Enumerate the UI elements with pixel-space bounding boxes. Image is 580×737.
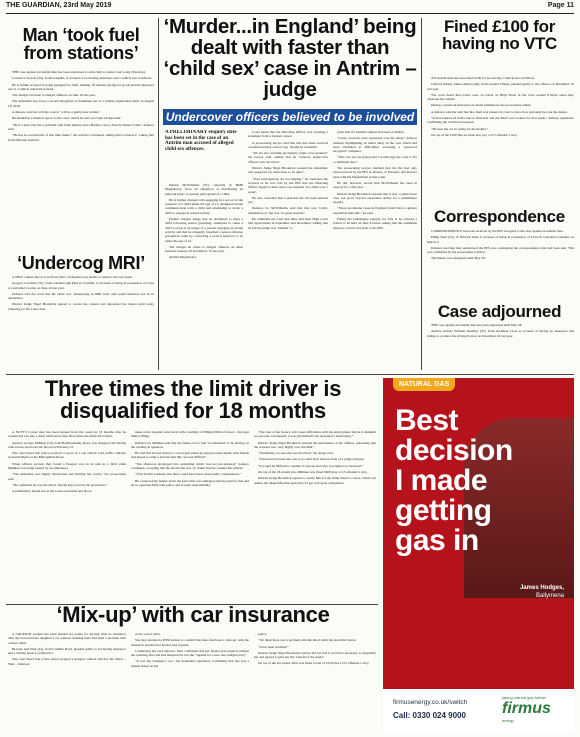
story-6-para: THE case against an Antrim man has been adjourned until May 28.: [431, 323, 523, 327]
story-8-col3: [254, 632, 376, 732]
firmus-logo-tagline: taking natural gas further: [502, 695, 547, 700]
ad-tag: NATURAL GAS: [393, 378, 455, 391]
story-3-lede: A PRELIMINARY enquiry date has been set in the case of an Antrim man accused of alleged child sex offences.: [165, 130, 237, 152]
story-7-para: “The afternoon developed into something which was not pre-planned,” defence continued, accepting that the electrician was ‘so drunk’ that he crashed the vehicle.: [131, 461, 249, 471]
story-8-headline: ‘Mix-up’ with car insurance: [56, 602, 330, 627]
story-4-para: Clifford Wesley James Allison (40), from Garden Village, pleaded guilty to the offence on December 10 last year.: [427, 82, 574, 91]
story-2-headline: ‘Undercog MRI’: [17, 253, 145, 273]
story-8-para: “We think there was a problem with the direct debit but she didn’t know.: [258, 638, 357, 643]
story-3-para: “Your interruptions are not helping,” he cautioned the accused as he was told by the PPS that the Directing Officer hoped to have what was required ‘in a little over a week’.: [248, 176, 328, 194]
story-7-headline: Three times the limit driver is disqualified for 18 months: [44, 376, 342, 424]
story-3-para: “Grave concerns were expressed over the delay,” defence insisted, highlighting an initial delay in the case which had been attributed to difficulties accessing a ‘password encrypted’ computer.: [333, 136, 417, 154]
story-7-para: District Judge Broderick agreed to certify him for the drink driver’s course, which can reduce the disqualification period by 25 per cent upon completion.: [254, 476, 376, 485]
story-1-para: “He is a man who has a problem with brain injuries and a Belfast case is directly linked to this,” defence said.: [8, 122, 154, 131]
masthead-rule: [6, 13, 574, 14]
story-3-para: Further charges allege that he attempted to meet a child following sexual grooming, attempted to cause a child to look at an image of a person engaging in sexual activity and that he allegedly breached a sexual offences prevention order by contacting a person believed to be under the age of 16.: [165, 217, 243, 243]
ad-footer: [383, 689, 574, 733]
story-7-para: “The loss of his licence will cause difficulties with his employment but he is thankful no-one else was injured, it was just himself who sustained a head injury.”: [254, 430, 376, 439]
story-7-para: Defence for Milliken said that the father-of-two had ‘not intended’ to be driving on the evening in question.: [131, 440, 249, 449]
story-4-para: “He uses the car in caring for his mother.”: [431, 126, 489, 131]
story-3-para: The charges all relate to alleged offences on dates between January 29 and March 15 last year.: [165, 244, 243, 254]
story-5-para: The matter was adjourned until May 28.: [431, 256, 486, 261]
story-5-para: Defence said that they understood the PPS was considering the correspondence that had been sent. This was confirmed by the prosecuting solicitor.: [427, 245, 574, 255]
story-3-headline: ‘Murder...in England’ being dealt with faster than ‘child sex’ case in Antrim – judge: [163, 15, 417, 101]
column-divider: [158, 18, 159, 370]
story-1-headline: Man ‘took fuel from stations’: [22, 25, 140, 64]
story-2-para: A NEW contest date is to be fixed after a defendant was unable to attend court last week.: [12, 275, 133, 279]
story-8-para: The court heard that police patrol stopped a Peugeot vehicle and that the driver – Weir – believed: [8, 657, 126, 666]
story-7-para: The court heard that police received a report of a one vehicle road traffic collision around 8.40pm on the Ballyquillan Road.: [8, 451, 126, 460]
story-8-col1: [8, 632, 126, 732]
story-3-para: “There are murder cases in England which have a quicker expedition than this,” he said.: [333, 206, 417, 215]
story-4-para: On top of the £100 fine, he must also pay a £15 offender’s levy.: [431, 132, 518, 137]
story-6-para: Andrew Robert William Smedley (35), from Archdeal Close is accused of having no insurance and failing to produce his driving licence on December 22 last year.: [427, 329, 574, 338]
story-7-para: A NUTTS Corner man has been banned from the roads for 18 months after he crashed his van into a ditch while more than three times the drink drive limit.: [8, 430, 126, 439]
story-3-para: Antrim Magistrate’s: [169, 255, 197, 260]
story-3-para: “We are also awaiting anonymity orders to be granted,” the lawyer said, adding that he ‘believes undercover officers were involved’.: [248, 151, 328, 164]
story-2-para: Defence told the court that his client was ‘undergoing an MRI scan’ and would therefore not be in attendance.: [8, 291, 154, 301]
ad-slogan-line: getting: [395, 494, 492, 527]
story-3-para: He also conceded that a decision has not been entered yet’.: [248, 195, 328, 205]
story-7-para: “He confirmed he was the driver and the keys were in his possession.”: [12, 482, 108, 487]
story-6-body: [427, 323, 574, 370]
story-1-para: A defence solicitor told the court it ‘will be a guilty plea in time’.: [12, 110, 101, 115]
story-4-body: [427, 76, 574, 200]
story-2-para: District Judge Nigel Broderick agreed to vacate the contest and adjourned the matter until today (Tuesday) to fix a new date.: [8, 302, 154, 311]
story-3-para: Fixing the preliminary enquiry for July 9, he ordered a review to be held on June 4 before asking that the comments made in court be fed back to the PPS.: [333, 217, 417, 230]
story-1-para: The defendant also faces a second allegation of fraudulent use of a vehicle registration mark on August 16, 2018.: [8, 99, 154, 108]
story-3-banner: Undercover officers believed to be involved: [163, 109, 417, 125]
story-4-headline: Fined £100 for having no VTC: [441, 17, 558, 54]
story-8-col2: [131, 632, 249, 732]
column-divider: [421, 18, 422, 370]
story-8-para: “It has been rectified.”: [258, 644, 289, 649]
ad-slogan-line: I made: [395, 464, 488, 497]
story-8-para: policy.: [258, 632, 268, 636]
story-5-body: [427, 229, 574, 299]
firmus-advertisement[interactable]: [383, 378, 574, 733]
story-2-body: [8, 275, 154, 370]
story-7-para: “If that had not been the case you could have been in front of a judge and jury.: [258, 457, 365, 462]
story-8-para: On top of the six points, Weir was fined a total of £250 plus a £15 offender’s levy.: [258, 661, 370, 666]
story-7-para: A preliminary breath test at the scene was failed and blood: [12, 489, 92, 494]
story-8-para: A CRUMLIN woman has been handed six points for driving with no insurance after she borrowed her daughter’s car without realising there had been a problem with a direct debit.: [8, 632, 126, 645]
story-5-headline: Correspondence: [434, 207, 565, 226]
story-7-para: District Judge Nigel Broderick stressed the seriousness of the offence, reiterating that the accused was ‘very highly over the limit’.: [254, 440, 376, 449]
story-3-para: He reminded the court that there had been High Court bail applications in September and December, adding that he felt the judge was ‘minded’ to: [248, 217, 328, 230]
story-7-para: When officers arrived, they found a Peugeot van on its side in a ditch while Milliken was being treated by an ambulance.: [8, 461, 126, 471]
story-3-para: Defence for McWilliams said that this was ‘totally unsatisfactory’ but was ‘no great surprise’.: [248, 206, 328, 215]
ad-url-link[interactable]: firmusenergy.co.uk/switch: [393, 699, 468, 706]
story-3-para: grant bail if a suitable address had been available.: [337, 130, 405, 134]
masthead-paper: THE GUARDIAN, 23rd May 2019: [6, 2, 112, 9]
ad-person-name: James Hodges,: [519, 585, 564, 591]
story-3-para: He is further charged with engaging in a sex act in the presence of a child under the age of 13, attempted sexual communication with a child and attempting to incite a child to engage in sexual activity.: [165, 197, 243, 215]
story-7-para: He contacted the farmer about the fence that was damaged and has paid for that and he co-operated fully with police and accepts responsibility.: [131, 478, 249, 487]
story-3-para: “This was not encrypted and I would urge the court to fix a committal date.”: [333, 155, 417, 164]
ad-slogan: [395, 406, 513, 556]
story-8-para: Conducting her own defence, Weir confirmed that her licence had expired without her realising after she had misplaced it but she “applied for a new one straight away”.: [131, 648, 249, 658]
story-7-para: “Thankfully, no-one else was involved,” the judge said.: [258, 451, 334, 456]
story-7-para: “It would be difficult to explain to anyone else who was injured or bereaved.”: [258, 463, 364, 468]
story-7-col2: [131, 430, 249, 600]
story-5-para: Philip Steel (22), of Niblock Oaks is accused of being in possession of Class B controlled cannabis on March 4.: [427, 235, 574, 244]
story-8-para: She later attended a PSNI station to confirm that there had been a ‘mix-up’ with the insurance and that her licence had expired.: [131, 638, 249, 647]
story-3-para: Patrick McWilliams (55), currently in HMP Maghaberry, faces an allegation of distributing an indecent photo or pseudo photograph of a child.: [165, 183, 243, 196]
ad-slogan-line: gas in: [395, 524, 479, 557]
ad-slogan-line: Best: [395, 404, 459, 437]
story-1-para: “He has no recollection of this time frame,” the solicitor continued, adding that it related to ‘taking fuel from different stations’.: [8, 133, 154, 142]
story-4-para: AN Antrim man has been fined £100 for not having a vehicle test certificate.: [431, 76, 535, 80]
story-3-para: Court heard that the Directing Officer was awaiting a statement from a forensic expert.: [248, 130, 328, 139]
story-3-para: A prosecuting lawyer said that this had been received on email and that a hard copy ‘should be available’.: [248, 140, 328, 149]
story-3-col1: [165, 183, 243, 370]
story-7-para: “The defendant was highly intoxicated and slurring his words,” the prosecution said.: [8, 472, 126, 481]
story-3-col2: [248, 130, 328, 370]
story-4-para: A defence solicitor said that his client was present in court to show how seriously he took the matter.: [431, 109, 568, 114]
story-2-para: Gregory Goodwin (31), from Glenaltrough Park in Crumlin, is accused of being in possession of Class A controlled cocaine on June 14 last year.: [8, 281, 154, 290]
story-3-para: The prosecuting lawyer clarified that the file had only been received by the PPS in January or February and had not been with the Department at that point.: [333, 166, 417, 179]
firmus-logo-word: energy: [502, 718, 515, 723]
story-7-para: On top of the 18-month ban, Milliken was fined £400 plus a £15 offender’s levy.: [258, 470, 368, 475]
story-1-para: He handed in a medical report to the court, which he said ‘provides background’.: [12, 116, 123, 121]
story-8-para: “It was my daughter’s car,” the defendant explained, confirming that she was a named driver on the: [131, 659, 249, 668]
story-4-para: During a notebook interview, he made admissions, the prosecution added.: [431, 103, 532, 108]
story-7-para: taken at the hospital came back with a reading of 258mg/100ml of blood – the legal limit is 80mg.: [131, 430, 249, 439]
ad-person-place: Ballymena: [535, 593, 564, 599]
firmus-logo: [502, 695, 566, 725]
story-3-col3: [333, 130, 417, 370]
story-7-para: He said that he had driven to a rural pub where he enjoyed some drinks with friends and hoped to order a taxi but that this ‘proved difficult’.: [131, 451, 249, 460]
story-8-para: District Judge Nigel Broderick said he did not feel it would be necessary to disqualify her and agreed to give her the ‘benefit of the doubt’.: [254, 650, 376, 660]
page-number: Page 11: [547, 2, 574, 9]
story-3-para: District Judge Broderick stressed that it was ‘a prima facie case, not proof beyond reasonable doubt’ for a preliminary enquiry.: [333, 191, 417, 205]
story-1-para: Lawrence Stewart (50), from Craighill, is accused of not having insurance and a vehicle test certificate.: [12, 76, 153, 81]
story-1-body: [8, 70, 154, 245]
story-1-para: He is further accused of going equipped for theft, making off without paying for goods and the improper use of a vehicle registration mark.: [8, 82, 154, 91]
ad-slogan-line: decision: [395, 434, 513, 467]
story-6-headline: Case adjourned: [437, 302, 562, 321]
story-1-para: The charges all relate to alleged offences on June 18 last year.: [12, 93, 96, 98]
story-3-para: He did, however, accept that McWilliams has been in custody for a full year.: [333, 180, 417, 190]
story-4-para: The court heard that police were on patrol on High Street in the town around 8.45pm when they observed his vehicle.: [427, 92, 574, 102]
section-divider: [6, 374, 574, 375]
story-7-col1: [8, 430, 126, 600]
ad-phone: Call: 0330 024 9000: [393, 711, 466, 720]
story-8-para: cover was in place.: [135, 632, 161, 636]
story-3-para: District Judge Nigel Broderick warned the defendant, who appeared via video-link, to be quiet’.: [248, 166, 328, 175]
story-7-para: “If he had hit someone else there could have been catastrophic consequences.”: [135, 472, 242, 477]
story-5-para: CORRESPONDENCE has been received by the PPS in regard to the case against an Antrim man.: [431, 229, 564, 233]
story-7-col3: [254, 430, 376, 600]
story-1-para: THE case against an Antrim man has been adjourned to allow him to attend court today (Tuesday).: [12, 70, 147, 74]
story-8-para: Beverly Ann Weir (41), from Crumlin Road, pleaded guilty to not having insurance and a driving licence on March 2.: [8, 646, 126, 656]
story-4-para: “It had expired 24 hours before detection and the MOT was booked for that week,” defence explained, confirming the vehicle had passed.: [427, 116, 574, 125]
story-7-para: Andrew George Milliken (33), from Ballyhenneldy Road, was charged with driving with excess alcohol in his blood on February 23.: [8, 440, 126, 449]
firmus-logo-text: firmus: [502, 700, 551, 717]
